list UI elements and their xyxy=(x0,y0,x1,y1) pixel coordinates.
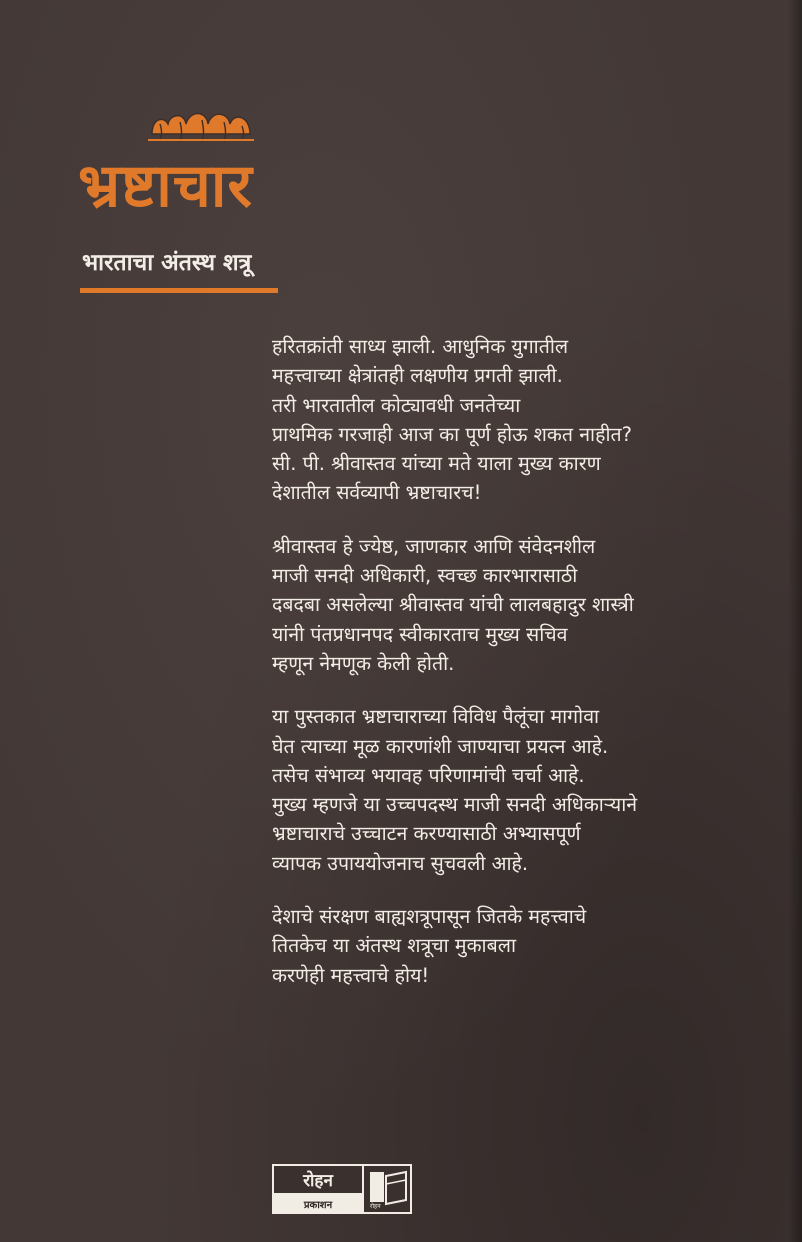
blurb-line: श्रीवास्तव हे ज्येष्ठ, जाणकार आणि संवेदनशील xyxy=(272,534,596,558)
publisher-label: प्रकाशन xyxy=(274,1195,362,1212)
blurb-line: मुख्य म्हणजे या उच्चपदस्थ माजी सनदी अधिकाऱ्याने xyxy=(272,793,638,817)
title-underline xyxy=(80,288,278,293)
blurb-line: हरितक्रांती साध्य झाली. आधुनिक युगातील xyxy=(272,335,569,358)
blurb-line: म्हणून नेमणूक केली होती. xyxy=(272,651,455,675)
blurb-line: तितकेच या अंतस्थ शत्रूचा मुकाबला xyxy=(272,934,517,958)
book-logo-icon xyxy=(364,1166,410,1212)
blurb-line: घेत त्याच्या मूळ कारणांशी जाण्याचा प्रयत्न आहे. xyxy=(272,734,609,758)
publisher-logo xyxy=(272,1164,412,1214)
ornamental-crest-icon xyxy=(146,100,256,150)
blurb xyxy=(272,332,772,1014)
publisher-name: रोहन xyxy=(274,1166,362,1195)
blurb-line: सी. पी. श्रीवास्तव यांच्या मते याला मुख्य कारण xyxy=(272,452,601,476)
spine-shadow xyxy=(788,0,802,1242)
blurb-line: माजी सनदी अधिकारी, स्वच्छ कारभारासाठी xyxy=(272,564,578,588)
book-subtitle: भारताचा अंतस्थ शत्रू xyxy=(82,250,252,276)
blurb-paragraph-4 xyxy=(272,902,772,990)
book-title: भ्रष्टाचार xyxy=(78,151,253,221)
blurb-line: देशातील सर्वव्यापी भ्रष्टाचारच! xyxy=(272,481,482,505)
blurb-line: दबदबा असलेल्या श्रीवास्तव यांची लालबहादुर शास्त्री xyxy=(272,593,634,617)
blurb-line: व्यापक उपाययोजनाच सुचवली आहे. xyxy=(272,851,529,875)
blurb-line: प्राथमिक गरजाही आज का पूर्ण होऊ शकत नाहीत? xyxy=(272,422,632,446)
blurb-paragraph-3 xyxy=(272,702,772,878)
publisher-small-mark: रोहन xyxy=(370,1203,381,1210)
blurb-line: भ्रष्टाचाराचे उच्चाटन करण्यासाठी अभ्यासपूर्ण xyxy=(272,822,581,846)
blurb-line: तरी भारतातील कोट्यावधी जनतेच्या xyxy=(272,393,521,417)
blurb-line: महत्त्वाच्या क्षेत्रांतही लक्षणीय प्रगती झाली. xyxy=(272,364,563,388)
publisher-wordmark xyxy=(274,1166,364,1212)
blurb-line: या पुस्तकात भ्रष्टाचाराच्या विविध पैलूंचा मागोवा xyxy=(272,705,600,729)
blurb-paragraph-1 xyxy=(272,332,772,508)
blurb-line: यांनी पंतप्रधानपद स्वीकारताच मुख्य सचिव xyxy=(272,622,568,646)
blurb-paragraph-2 xyxy=(272,532,772,678)
blurb-line: करणेही महत्त्वाचे होय! xyxy=(272,963,430,987)
blurb-line: देशाचे संरक्षण बाह्यशत्रूपासून जितके महत्त्वाचे xyxy=(272,905,587,929)
blurb-line: तसेच संभाव्य भयावह परिणामांची चर्चा आहे. xyxy=(272,763,585,787)
